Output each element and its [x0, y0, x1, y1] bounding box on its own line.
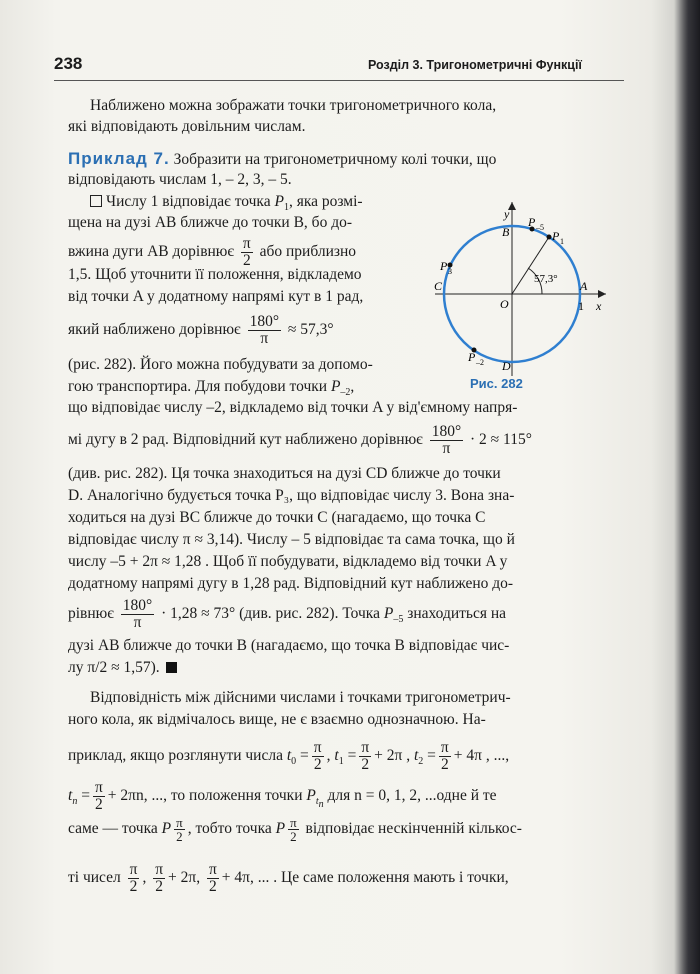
body-line-17: рівнює $\frac{180^\circ}{\pi}$ · 1,28 ≈ 73° (див. рис. 282). Точка $P_{-5}$ знаходиться на [68, 597, 507, 631]
example-heading [68, 149, 496, 170]
label-p-2: P [468, 350, 476, 364]
label-p1-sub: 1 [560, 237, 564, 246]
label-angle: 57,3° [534, 273, 558, 285]
label-b: B [502, 225, 510, 239]
page-number: 238 [54, 54, 83, 73]
section-title: Розділ 3. Тригонометричні Функції [368, 58, 582, 72]
body-line-10: мі дугу в 2 рад. Відповідний кут наближено дорівнює $\frac{180^\circ}{\pi}$ · 2 ≈ 115° [68, 423, 532, 457]
solution-start-square-icon [90, 195, 102, 207]
label-o: O [500, 297, 509, 311]
para2-line-6: ті чисел $\frac{\pi}{2}$ , $\frac{\pi}{2}$ + 2π, $\frac{\pi}{2}$ + 4π, ... . Це саме положення мають і точки, [68, 861, 509, 895]
body-line-13: ходиться на дузі BC ближче до точки C (нагадаємо, що точка C [68, 509, 486, 526]
para2-line-1: Відповідність між дійсними числами і точками тригонометрич- [90, 689, 511, 706]
body-line-3: вжина дуги AB дорівнює $\frac{\pi}{2}$ або приблизно [68, 235, 357, 269]
para2-line-2: ного кола, як відмічалось вище, не є взаємно однозначною. На- [68, 711, 486, 728]
deg-over-pi-fraction: $\frac{180^\circ}{\pi}$ [249, 313, 280, 347]
label-d: D [502, 359, 511, 373]
para2-line-4: $t_n$ = $\frac{\pi}{2}$ + 2πn, ..., то положення точки $P_{t_n}$ для n = 0, 1, 2, ...одне й те [68, 779, 497, 813]
label-p-2-sub: –2 [476, 358, 484, 367]
label-p3-sub: 3 [448, 267, 452, 276]
intro-line-1: Наближено можна зображати точки тригонометричного кола, [90, 97, 497, 114]
solution-end-square-icon [166, 662, 177, 673]
body-line-12: D. Аналогічно будується точка P₃, що відповідає числу 3. Вона зна- [68, 487, 515, 504]
body-line-9: що відповідає числу –2, відкладемо від точки A у від'ємному напря- [68, 399, 518, 416]
point-p1 [547, 235, 552, 240]
body-line-8: гою транспортира. Для побудови точки $P_{-2}$, [68, 378, 355, 399]
label-c: C [434, 279, 443, 293]
body-line-14: відповідає числу π ≈ 3,14). Числу – 5 відповідає та сама точка, що й [68, 531, 515, 548]
body-line-11: (див. рис. 282). Ця точка знаходиться на дузі CD ближче до точки [68, 465, 501, 482]
header-rule [54, 80, 624, 81]
pi-over-2-fraction: $\frac{\pi}{2}$ [242, 235, 251, 269]
intro-line-2: які відповідають довільним числам. [68, 118, 306, 135]
body-line-15: числу –5 + 2π ≈ 1,28 . Щоб її побудувати, відкладемо від точки A у [68, 553, 508, 570]
example-task-2: відповідають числам 1, – 2, 3, – 5. [68, 171, 292, 188]
label-p3: P [440, 259, 448, 273]
label-a: A [580, 279, 588, 293]
para2-line-3: приклад, якщо розглянути числа $t_0$ = $\frac{\pi}{2}$ , $t_1$ = $\frac{\pi}{2}$ + 2π , $t_2$ = $\frac{\pi}{2}$ + 4π , ..., [68, 739, 510, 773]
label-y: y [504, 207, 510, 221]
example-label: Приклад 7. [68, 149, 170, 168]
body-line-19: лу π/2 ≈ 1,57). [68, 658, 177, 678]
label-p-5: P [528, 215, 536, 229]
label-one: 1 [578, 299, 584, 313]
body-line-1: Числу 1 відповідає точка $P_1$, яка розмі- [90, 192, 363, 218]
radius-p1 [512, 237, 549, 294]
body-line-2: щена на дузі AB ближче до точки B, бо до- [68, 214, 352, 231]
example-task-1: Зобразити на тригонометричному колі точки, що [173, 151, 497, 168]
x-axis-arrow-icon [598, 290, 606, 298]
label-x: x [596, 299, 602, 313]
body-line-16: додатному напрямі дугу в 1,28 рад. Відповідний кут наближено до- [68, 575, 514, 592]
book-spine-shadow [674, 0, 700, 974]
deg-over-pi-fraction-2: $\frac{180^\circ}{\pi}$ [431, 423, 462, 457]
label-p1: P [552, 229, 560, 243]
body-line-5: від точки A у додатному напрямі кут в 1 рад, [68, 288, 364, 305]
body-line-6: який наближено дорівнює $\frac{180^\circ}{\pi}$ ≈ 57,3° [68, 313, 334, 347]
para2-line-5: саме — точка P $\frac{\pi}{2}$ , тобто точка P $\frac{\pi}{2}$ відповідає нескінченній кількос- [68, 815, 522, 844]
label-p-5-sub: –5 [536, 223, 544, 232]
deg-over-pi-fraction-3: $\frac{180^\circ}{\pi}$ [122, 597, 153, 631]
body-line-18: дузі AB ближче до точки B (нагадаємо, що точка B відповідає чис- [68, 637, 510, 654]
trig-circle-figure [430, 196, 610, 382]
body-line-4: 1,5. Щоб уточнити її положення, відкладемо [68, 266, 362, 283]
body-line-7: (рис. 282). Його можна побудувати за допомо- [68, 356, 373, 373]
figure-caption: Рис. 282 [470, 376, 523, 391]
